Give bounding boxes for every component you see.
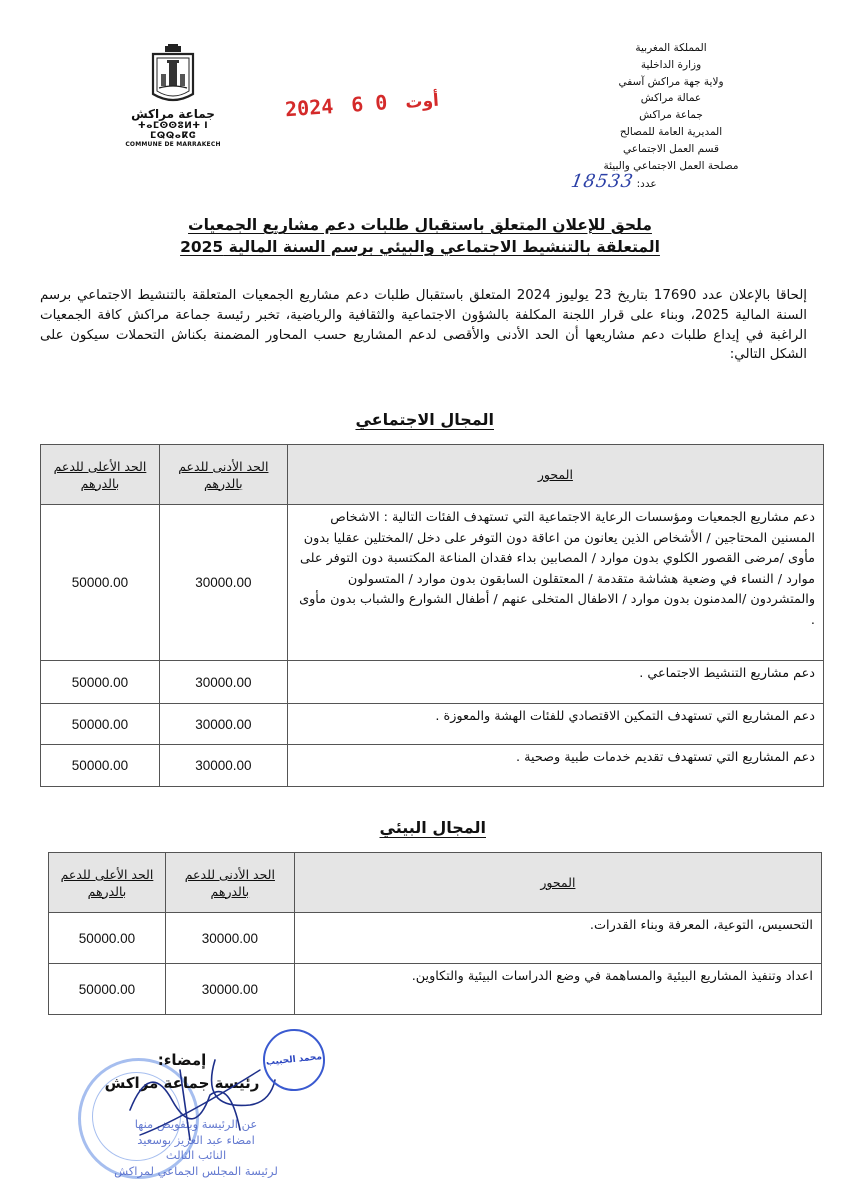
- intro-paragraph: إلحاقا بالإعلان عدد 17690 بتاريخ 23 يوليوز 2024 المتعلق باستقبال طلبات دعم مشاريع الجمعيات المتعلقة بالتنشيط الاجتماعي برسم السنة المالية 2025، وبناء على قرار اللجنة المكلفة بالشؤون الاجتماعية والثقافية والرياضية، تخبر رئيسة جماعة مراكش كافة الجمعيات الراغبة في إيداع طلبات دعم مشاريعها أن الحد الأدنى والأقصى لدعم المشاريع حسب المحاور المضمنة بكناش التحملات سيكون على الشكل التالي:: [40, 288, 807, 363]
- table-row: [41, 745, 824, 787]
- row-min: 30000.00: [165, 964, 294, 1015]
- date-day: 0 6: [350, 90, 389, 117]
- stamp-line: عن الرئيسة وبتفويض منها: [134, 1117, 258, 1131]
- row-min: 30000.00: [165, 913, 294, 964]
- row-axis: اعداد وتنفيذ المشاريع البيئية والمساهمة في وضع الدراسات البيئية والتكاوين.: [294, 964, 821, 1015]
- header-min: الحد الأدنى للدعم بالدرهم: [165, 853, 294, 913]
- name-stamp: محمد الحبيب: [260, 1026, 328, 1094]
- row-axis: دعم المشاريع التي تستهدف التمكين الاقتصادي للفئات الهشة والمعوزة .: [287, 704, 823, 745]
- header-line: ولاية جهة مراكش آسفي: [618, 75, 724, 88]
- title-line-1: ملحق للإعلان المتعلق باستقبال طلبات دعم مشاريع الجمعيات: [188, 216, 652, 234]
- social-section-title: المجال الاجتماعي: [355, 410, 494, 429]
- table-header-row: [49, 853, 822, 913]
- row-max: 50000.00: [49, 964, 166, 1015]
- reference-label: عدد:: [636, 178, 657, 191]
- header-line: عمالة مراكش: [640, 92, 702, 105]
- table-row: [49, 913, 822, 964]
- signatory-title: رئيسة جماعة مراكش: [104, 1074, 260, 1092]
- table-header-row: [41, 445, 824, 505]
- header-max: الحد الأعلى للدعم بالدرهم: [41, 445, 160, 505]
- row-max: 50000.00: [41, 661, 160, 704]
- row-axis: دعم مشاريع التنشيط الاجتماعي .: [287, 661, 823, 704]
- reference-number: [569, 171, 771, 193]
- date-stamp: [281, 86, 442, 121]
- table-row: [41, 505, 824, 661]
- logo-arabic: جماعة مراكش: [131, 107, 215, 121]
- social-table: [40, 444, 824, 787]
- header-max: الحد الأعلى للدعم بالدرهم: [49, 853, 166, 913]
- logo-french: COMMUNE DE MARRAKECH: [125, 141, 221, 148]
- header-axis: المحور: [294, 853, 821, 913]
- signature-label: إمضاء:: [157, 1051, 207, 1069]
- table-row: [49, 964, 822, 1015]
- title-line-2: المتعلقة بالتنشيط الاجتماعي والبيئي برسم السنة المالية 2025: [180, 238, 660, 256]
- header-axis: المحور: [287, 445, 823, 505]
- document-title: [150, 214, 690, 258]
- row-axis: دعم مشاريع الجمعيات ومؤسسات الرعاية الاجتماعية التي تستهدف الفئات التالية : الاشخاص المسنين المحتاجين / الأشخاص الذين يعانون من اعاقة دون التوفر على دخل /المختلين عقليا بدون مأوى /مرضى القصور الكلوي بدون موارد / المصابين بداء فقدان المناعة المكتسبة دون التوفر على موارد / النساء في وضعية هشاشة متقدمة / المعتقلون السابقون بدون موارد / المتسولون والمتشردون /المدمنون بدون موارد / الاطفال المتخلى عنهم / أطفال الشوارع والشباب بدون مأوى .: [287, 505, 823, 661]
- date-year: 2024: [284, 94, 335, 122]
- reference-value: 18533: [569, 171, 636, 193]
- administrative-header: [571, 40, 771, 193]
- header-line: قسم العمل الاجتماعي: [622, 142, 720, 155]
- logo-tifinagh: ⵜⴰⵎⵙⵙⵓⵍⵜ ⵏ ⵎⵕⵕⴰⴽⵛ: [137, 121, 209, 141]
- row-min: 30000.00: [159, 704, 287, 745]
- row-max: 50000.00: [49, 913, 166, 964]
- stamp-line: امضاء عبد العزيز بوسعيد: [137, 1132, 255, 1147]
- header-line: وزارة الداخلية: [640, 58, 702, 71]
- header-line: المملكة المغربية: [635, 42, 707, 54]
- commune-logo: [118, 44, 228, 149]
- header-min: الحد الأدنى للدعم بالدرهم: [159, 445, 287, 505]
- header-line: المديرية العامة للمصالح: [619, 125, 723, 138]
- environment-table: [48, 852, 822, 1015]
- date-month: أوت: [404, 90, 440, 113]
- handwritten-signature: [120, 1040, 280, 1150]
- row-axis: دعم المشاريع التي تستهدف تقديم خدمات طبية وصحية .: [287, 745, 823, 787]
- environment-section-title: المجال البيئي: [379, 818, 486, 837]
- row-max: 50000.00: [41, 505, 160, 661]
- table-row: [41, 661, 824, 704]
- emblem-icon: [147, 44, 199, 106]
- stamp-line: النائب الثالث: [165, 1148, 227, 1162]
- row-min: 30000.00: [159, 505, 287, 661]
- header-line: جماعة مراكش: [639, 109, 703, 122]
- row-max: 50000.00: [41, 704, 160, 745]
- stamp-line: لرئيسة المجلس الجماعي لمراكش: [114, 1163, 278, 1178]
- row-min: 30000.00: [159, 661, 287, 704]
- row-min: 30000.00: [159, 745, 287, 787]
- row-max: 50000.00: [41, 745, 160, 787]
- table-row: [41, 704, 824, 745]
- header-line: مصلحة العمل الاجتماعي والبيئة: [603, 159, 739, 172]
- row-axis: التحسيس، التوعية، المعرفة وبناء القدرات.: [294, 913, 821, 964]
